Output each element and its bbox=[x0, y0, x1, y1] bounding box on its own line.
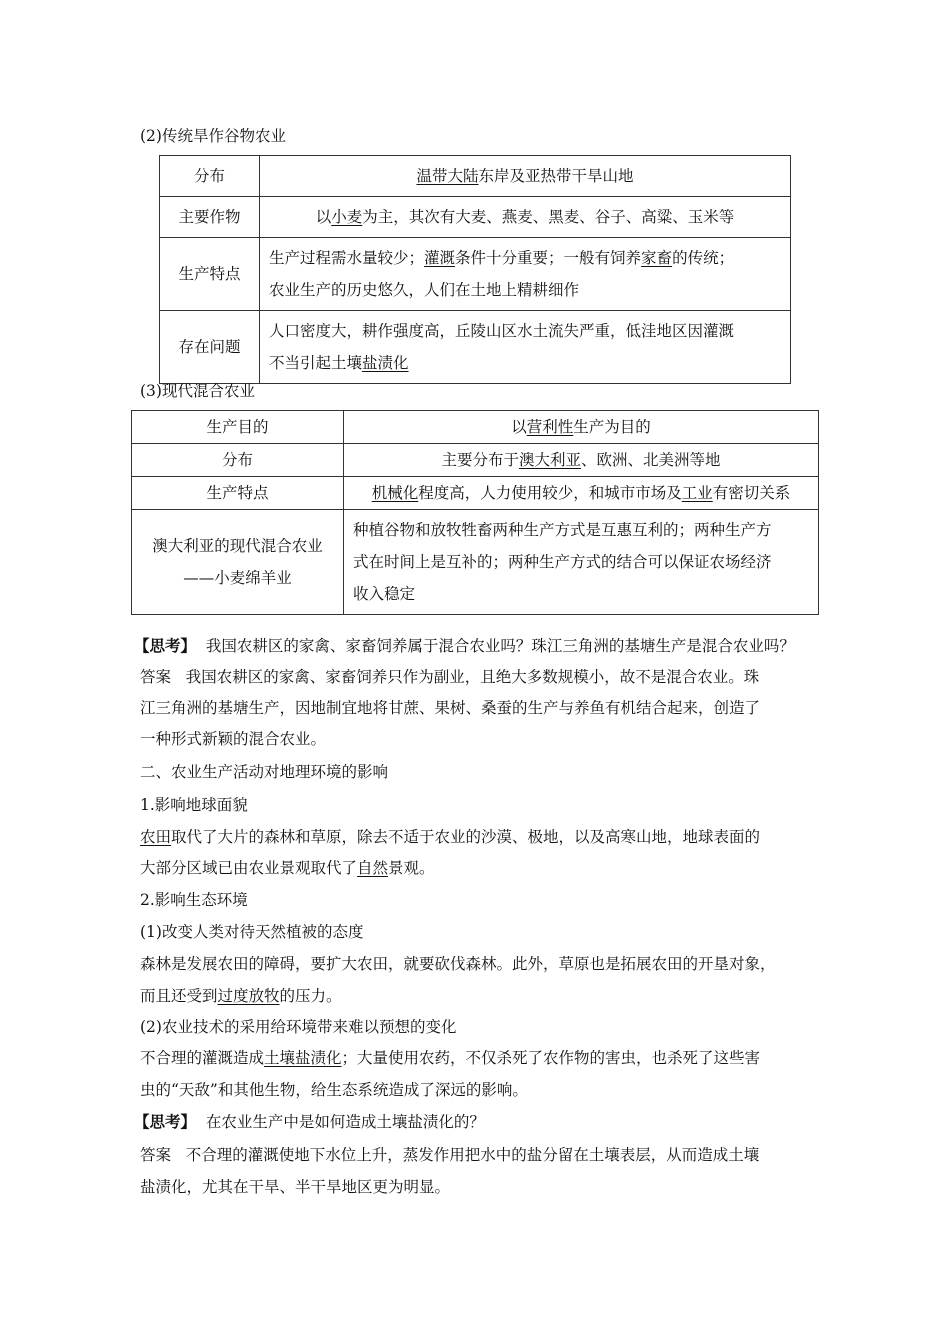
table-row bbox=[132, 510, 819, 615]
table-row bbox=[160, 197, 791, 238]
row-header: 澳大利亚的现代混合农业 ——小麦绵羊业 bbox=[132, 510, 344, 615]
paragraph-line: 虫的“天敌”和其他生物，给生态系统造成了深远的影响。 bbox=[140, 1081, 528, 1099]
paragraph-line: 而且还受到过度放牧的压力。 bbox=[140, 987, 342, 1005]
answer-1-line-3: 一种形式新颖的混合农业。 bbox=[140, 730, 327, 748]
think-question-2: 【思考】 在农业生产中是如何造成土壤盐渍化的？ bbox=[134, 1112, 485, 1131]
section-3-title: (3)现代混合农业 bbox=[140, 382, 255, 400]
part-2-heading: 二、农业生产活动对地理环境的影响 bbox=[140, 763, 389, 781]
row-value: 以小麦为主，其次有大麦、燕麦、黑麦、谷子、高粱、玉米等 bbox=[260, 197, 791, 238]
row-value: 以营利性生产为目的 bbox=[344, 411, 819, 444]
paragraph-line: 不合理的灌溉造成土壤盐渍化；大量使用农药，不仅杀死了农作物的害虫，也杀死了这些害 bbox=[140, 1049, 761, 1067]
row-header: 生产特点 bbox=[160, 238, 260, 311]
row-header: 存在问题 bbox=[160, 311, 260, 384]
row-value: 种植谷物和放牧牲畜两种生产方式是互惠互利的；两种生产方 式在时间上是互补的；两种生产方式的结合可以保证农场经济 收入稳定 bbox=[344, 510, 819, 615]
row-value: 人口密度大，耕作强度高，丘陵山区水土流失严重，低洼地区因灌溉 不当引起土壤盐渍化 bbox=[260, 311, 791, 384]
table-row bbox=[160, 238, 791, 311]
paragraph-line: 森林是发展农田的障碍，要扩大农田，就要砍伐森林。此外，草原也是拓展农田的开垦对象， bbox=[140, 955, 776, 973]
table-row bbox=[132, 477, 819, 510]
table-traditional-dry-farming bbox=[159, 155, 791, 384]
row-header: 生产目的 bbox=[132, 411, 344, 444]
table-row bbox=[132, 444, 819, 477]
table-row bbox=[160, 311, 791, 384]
answer-2-line-2: 盐渍化，尤其在干旱、半干旱地区更为明显。 bbox=[140, 1178, 451, 1196]
answer-1-line-2: 江三角洲的基塘生产，因地制宜地将甘蔗、果树、桑蚕的生产与养鱼有机结合起来，创造了 bbox=[140, 699, 761, 717]
row-value: 生产过程需水量较少；灌溉条件十分重要；一般有饲养家畜的传统； 农业生产的历史悠久，人们在土地上精耕细作 bbox=[260, 238, 791, 311]
subsection-2-heading: 2.影响生态环境 bbox=[140, 891, 248, 909]
think-question-1: 【思考】 我国农耕区的家禽、家畜饲养属于混合农业吗？珠江三角洲的基塘生产是混合农业吗？ bbox=[134, 636, 795, 655]
paragraph-line: 大部分区域已由农业景观取代了自然景观。 bbox=[140, 859, 435, 877]
row-value: 机械化程度高，人力使用较少，和城市市场及工业有密切关系 bbox=[344, 477, 819, 510]
answer-2-line-1: 答案 不合理的灌溉使地下水位上升，蒸发作用把水中的盐分留在土壤表层，从而造成土壤 bbox=[140, 1146, 760, 1164]
subsection-1-heading: 1.影响地球面貌 bbox=[140, 796, 248, 814]
section-2-title: (2)传统旱作谷物农业 bbox=[140, 127, 286, 145]
row-header: 主要作物 bbox=[160, 197, 260, 238]
table-row bbox=[160, 156, 791, 197]
paragraph-line: 农田取代了大片的森林和草原，除去不适于农业的沙漠、极地，以及高寒山地，地球表面的 bbox=[140, 828, 761, 846]
row-header: 生产特点 bbox=[132, 477, 344, 510]
table-row bbox=[132, 411, 819, 444]
row-value: 温带大陆东岸及亚热带干旱山地 bbox=[260, 156, 791, 197]
row-header: 分布 bbox=[132, 444, 344, 477]
subsection-2a-heading: (1)改变人类对待天然植被的态度 bbox=[140, 923, 364, 941]
row-header: 分布 bbox=[160, 156, 260, 197]
table-mixed-farming bbox=[131, 410, 819, 615]
answer-1-line-1: 答案 我国农耕区的家禽、家畜饲养只作为副业，且绝大多数规模小，故不是混合农业。珠 bbox=[140, 668, 760, 686]
row-value: 主要分布于澳大利亚、欧洲、北美洲等地 bbox=[344, 444, 819, 477]
subsection-2b-heading: (2)农业技术的采用给环境带来难以预想的变化 bbox=[140, 1018, 457, 1036]
